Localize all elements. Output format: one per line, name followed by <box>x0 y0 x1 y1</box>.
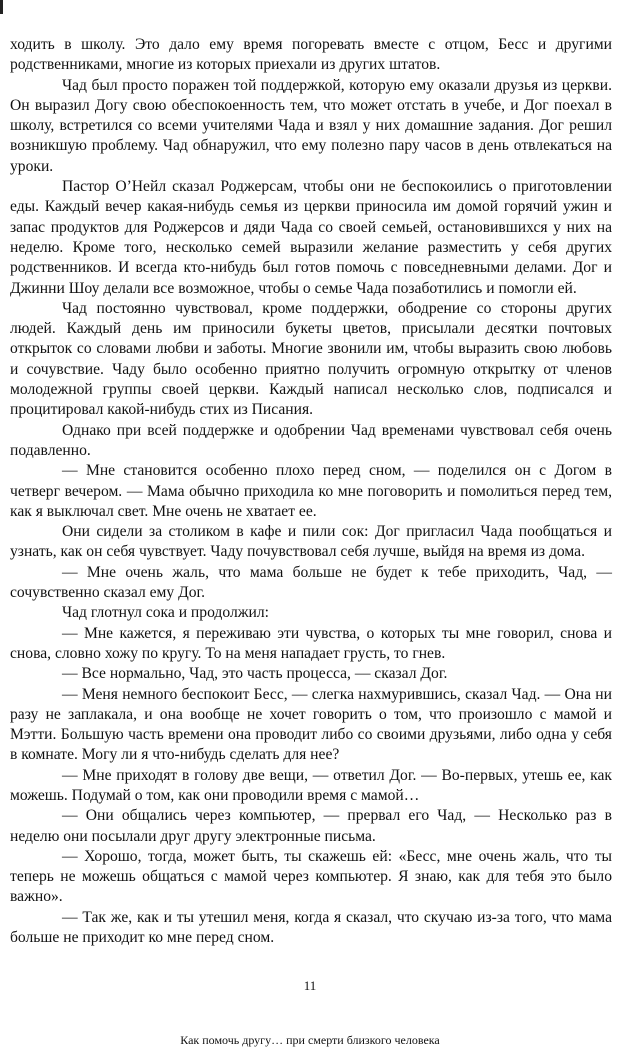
paragraph: Они сидели за столиком в кафе и пили сок: Дог пригласил Чада пообщаться и узнать, как он себя чувствует. Чаду почувствовал себя лучше, выйдя на время из дома. <box>10 523 612 561</box>
dialogue-paragraph: — Так же, как и ты утешил меня, когда я сказал, что скучаю из-за того, что мама больше не приходит ко мне перед сном. <box>10 908 612 947</box>
dialogue-paragraph: — Мне кажется, я переживаю эти чувства, о которых ты мне говорил, снова и снова, словно хожу по кругу. То на меня нападает грусть, то гнев. <box>10 624 612 662</box>
paragraph: Чад постоянно чувствовал, кроме поддержки, ободрение со стороны других людей. Каждый день им приносили букеты цветов, присылали десятки почтовых открыток со словами любви и заботы. Многие звонили им, чтобы выразить свою любовь и сочувствие. Чаду было особенно приятно получить огромную открытку от членов молодежной группы своей церкви. Каждый написал несколько слов, подписался и процитировал какой-нибудь стих из Писания. <box>10 299 612 419</box>
dialogue-paragraph: — Мне становится особенно плохо перед сном, — поделился он с Догом в четверг вечером. — Мама обычно приходила ко мне поговорить и помолиться перед тем, как я выключал свет. Мне очень не хватает ее. <box>10 462 612 520</box>
dialogue-paragraph: — Они общались через компьютер, — прервал его Чад, — Несколько раз в неделю они посылали друг другу электронные письма. <box>10 807 612 845</box>
page-number: 11 <box>303 978 317 993</box>
paragraph: Однако при всей поддержке и одобрении Чад временами чувствовал себя очень подавленно. <box>10 421 612 459</box>
dialogue-paragraph: — Все нормально, Чад, это часть процесса, — сказал Дог. <box>62 665 448 683</box>
body-text <box>10 35 612 948</box>
running-footer: Как помочь другу… при смерти близкого человека <box>180 1033 440 1047</box>
dialogue-paragraph: — Мне очень жаль, что мама больше не будет к тебе приходить, Чад, — сочувственно сказал ему Дог. <box>10 563 612 602</box>
page-edge-mark <box>0 0 3 14</box>
paragraph: Чад был просто поражен той поддержкой, которую ему оказали друзья из церкви. Он выразил Догу свою обеспокоенность тем, что может отстать в учебе, и Дог поехал в школу, встретился со всеми учителями Чада и взял у них домашние задания. Дог решил возникшую проблему. Чад обнаружил, что ему полезно пару часов в день отвлекаться на уроки. <box>10 76 612 175</box>
dialogue-paragraph: — Меня немного беспокоит Бесс, — слегка нахмурившись, сказал Чад. — Она ни разу не заплакала, и она вообще не хочет говорить о том, что произошло с мамой и Мэтти. Большую часть времени она проводит либо со своими друзьями, либо одна у себя в комнате. Могу ли я что-нибудь сделать для нее? <box>10 685 612 764</box>
paragraph: Чад глотнул сока и продолжил: <box>62 604 269 622</box>
dialogue-paragraph: — Мне приходят в голову две вещи, — ответил Дог. — Во-первых, утешь ее, как можешь. Подумай о том, как они проводили время с мамой… <box>10 766 612 804</box>
dialogue-paragraph: — Хорошо, тогда, может быть, ты скажешь ей: «Бесс, мне очень жаль, что ты теперь не можешь общаться с мамой через компьютер. Я знаю, как для тебя это было важно». <box>10 847 612 906</box>
paragraph: ходить в школу. Это дало ему время погоревать вместе с отцом, Бесс и другими родственниками, многие из которых приехали из других штатов. <box>10 36 612 74</box>
paragraph: Пастор О’Нейл сказал Роджерсам, чтобы они не беспокоились о приготовлении еды. Каждый вечер какая-нибудь семья из церкви приносила им домой горячий ужин и запас продуктов для Роджерсов и дяди Чада со своей семьей, остановившихся у них на неделю. Кроме того, несколько семей выразили желание разместить у себя других родственников. И всегда кто-нибудь был готов помочь с повседневными делами. Дог и Джинни Шоу делали все возможное, чтобы о семье Чада позаботились и помогли ей. <box>10 178 612 297</box>
